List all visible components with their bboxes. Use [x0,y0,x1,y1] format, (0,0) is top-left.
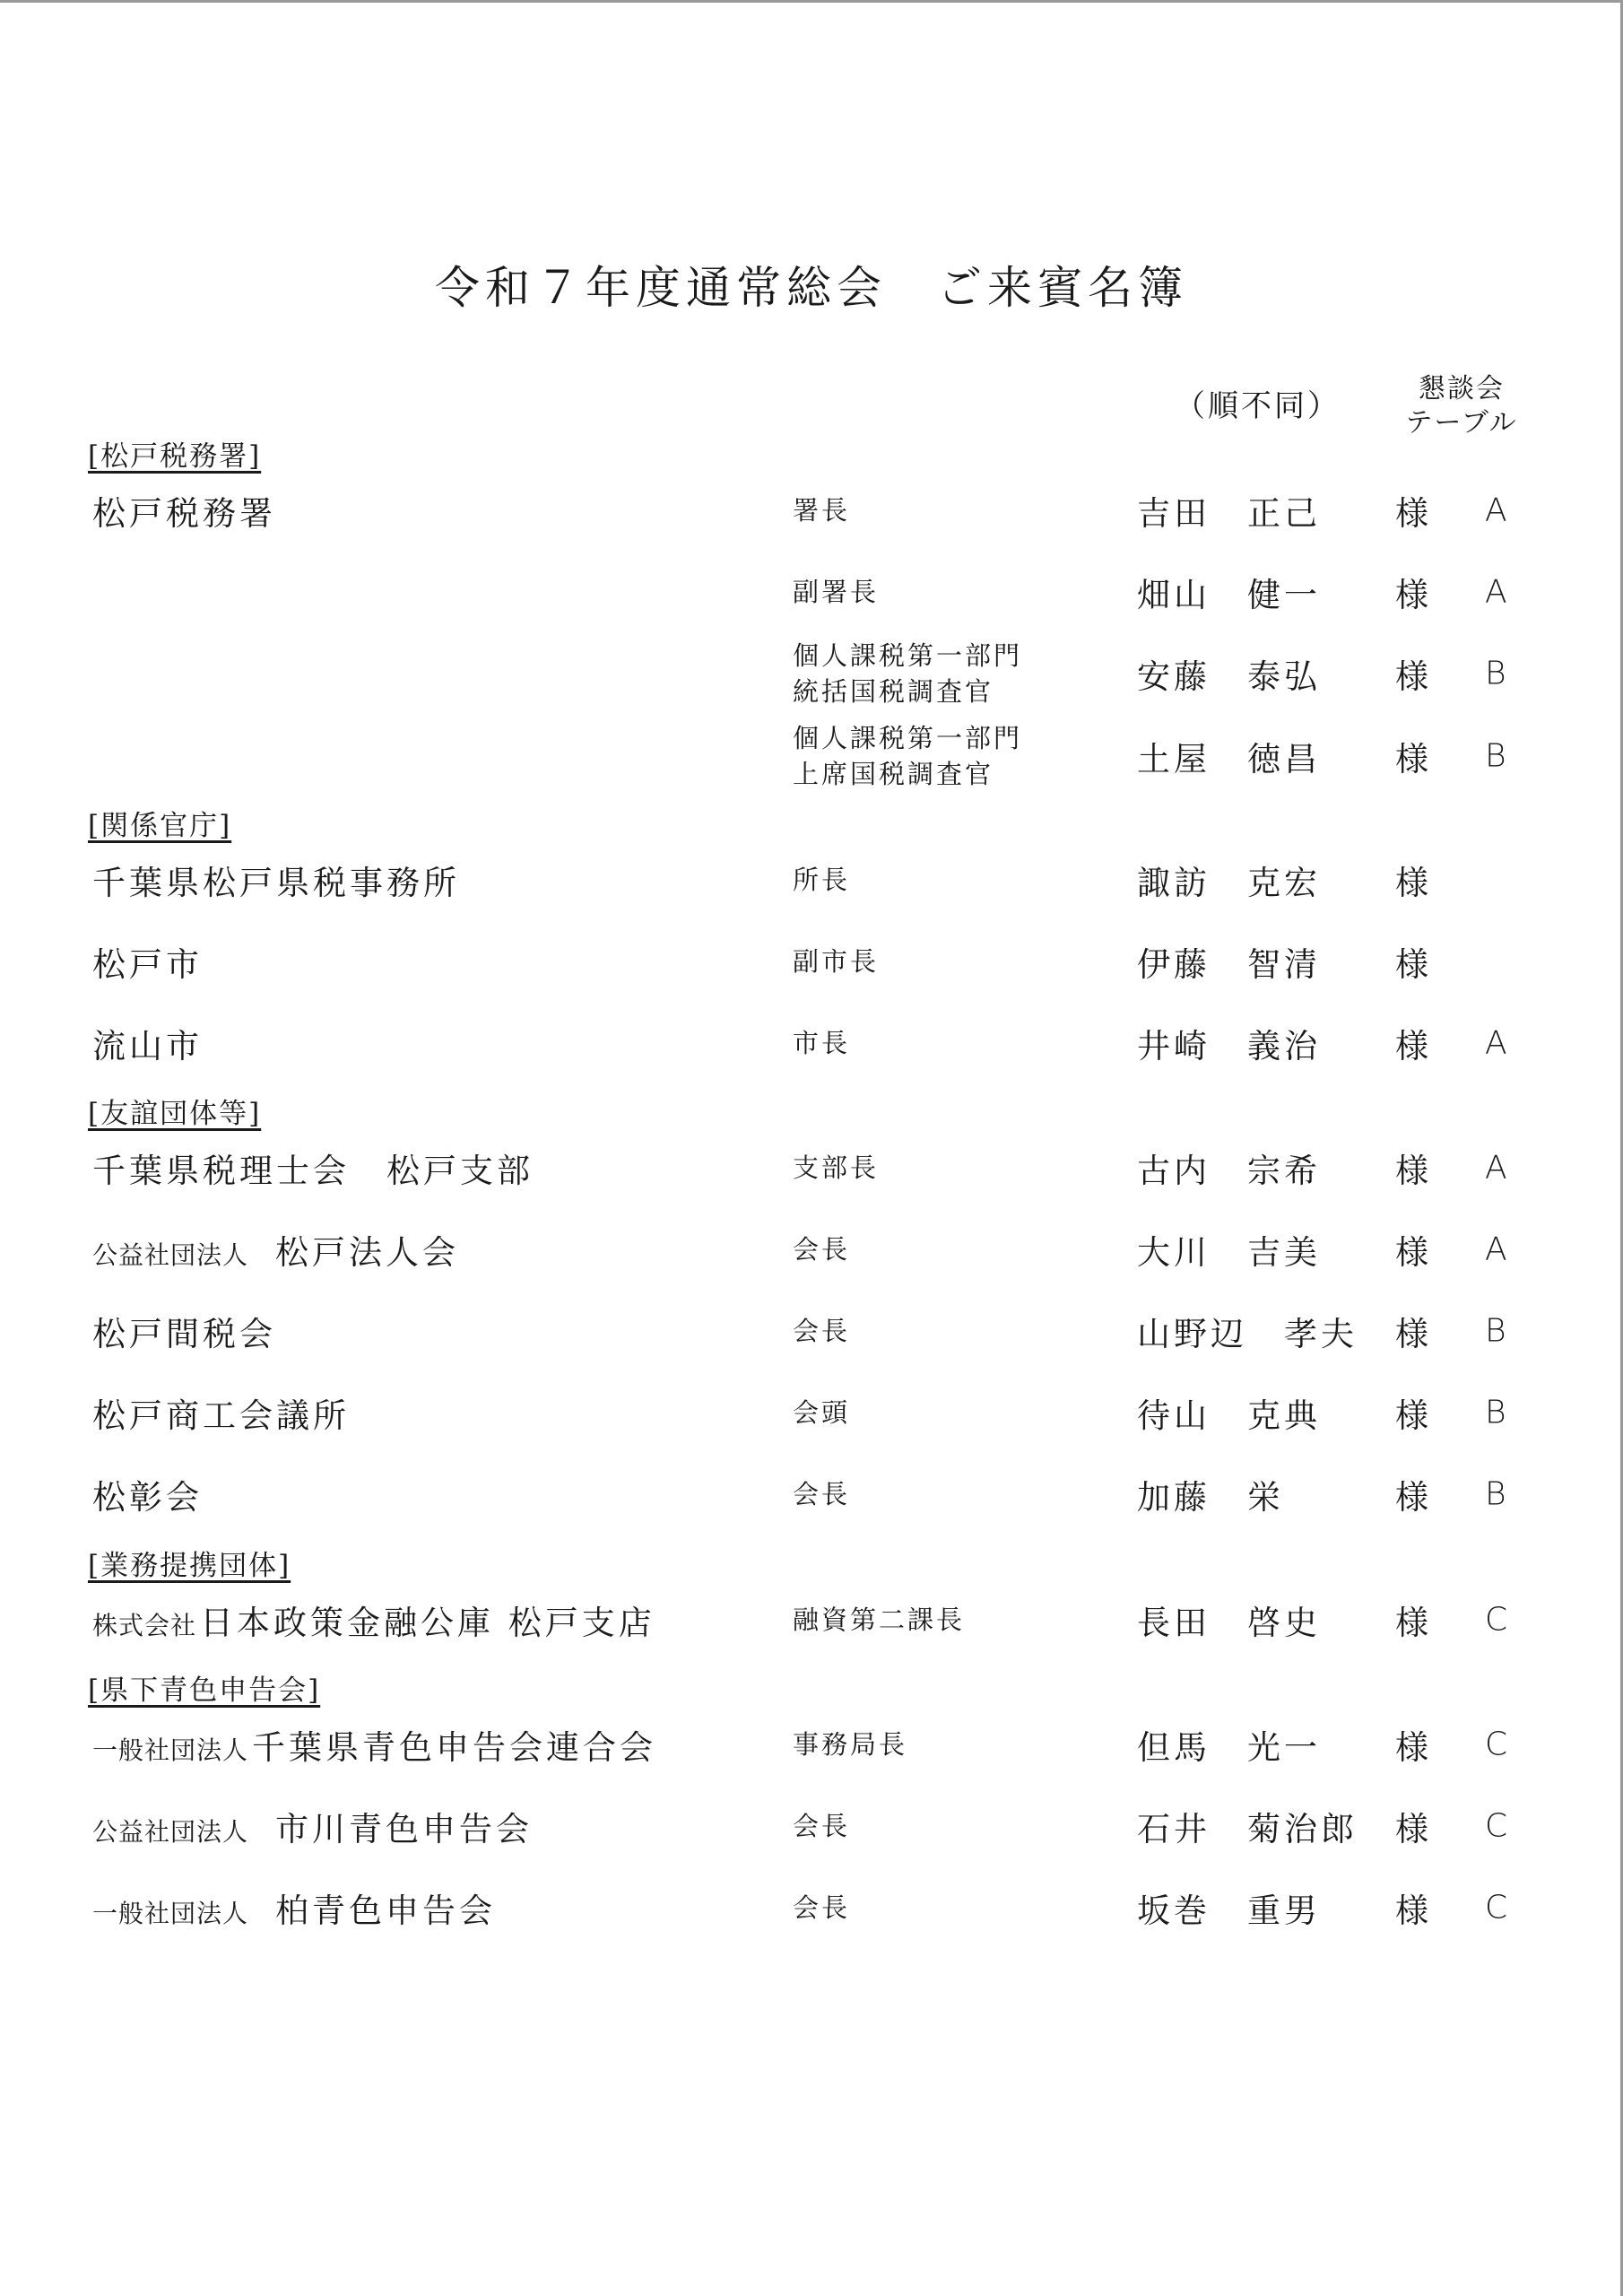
guest-row [0,638,1623,709]
guest-name: 但馬 光一 [1137,1728,1321,1767]
table-assignment: B [1485,655,1506,692]
position [793,1808,850,1844]
guest-row [0,1790,1623,1862]
position-line: 署長 [793,495,851,526]
position-line: 会長 [793,1811,851,1841]
document-title: 令和７年度通常総会 ご来賓名簿 [435,262,1188,314]
guest-row [0,1872,1623,1944]
section-heading: [業務提携団体] [88,1550,291,1582]
guest-row [0,720,1623,792]
position-line: 融資第二課長 [793,1605,966,1635]
organization [92,1225,459,1274]
guest-name: 待山 克典 [1137,1396,1321,1435]
position-line: 支部長 [793,1152,880,1183]
position-line: 市長 [793,1028,851,1058]
organization-name: 市川青色申告会 [275,1810,534,1848]
organization [92,856,460,904]
honorific: 様 [1395,945,1428,984]
section-heading: [関係官庁] [88,810,232,842]
guest-row [0,1295,1623,1367]
position [793,944,879,979]
guest-name: 大川 吉美 [1137,1233,1321,1272]
position [793,1313,850,1349]
position-line: 会頭 [793,1397,851,1428]
position [793,720,1022,792]
position-line: 統括国税調査官 [793,676,994,707]
table-assignment: A [1485,1231,1507,1268]
position-line: 会長 [793,1892,851,1923]
organization [92,1720,656,1769]
honorific: 様 [1395,1396,1428,1435]
guest-row [0,1709,1623,1780]
position [793,638,1022,709]
legal-form-prefix: 一般社団法人 [92,1899,249,1928]
organization-name: 松戸市 [92,945,203,984]
honorific: 様 [1395,1027,1428,1065]
legal-form-prefix: 一般社団法人 [92,1735,249,1765]
organization-name: 柏青色申告会 [275,1892,497,1930]
organization-name: 千葉県税理士会 松戸支部 [92,1152,534,1190]
organization [92,1883,496,1932]
honorific: 様 [1395,1152,1428,1190]
guest-row [0,844,1623,916]
guest-name: 諏訪 克宏 [1137,864,1321,902]
organization-name: 松戸間税会 [92,1315,276,1353]
organization-name: 松戸税務署 [92,494,276,533]
guest-row [0,1458,1623,1530]
guest-name: 加藤 栄 [1137,1478,1284,1517]
position [793,1890,850,1926]
guest-row [0,474,1623,546]
organization-name: 松彰会 [92,1478,203,1517]
guest-row [0,1007,1623,1079]
honorific: 様 [1395,1728,1428,1767]
organization-name: 流山市 [92,1027,203,1065]
guest-name: 石井 菊治郎 [1137,1810,1358,1848]
honorific: 様 [1395,576,1428,614]
position-line: 個人課税第一部門 [793,640,1023,671]
organization-name: 松戸法人会 [275,1233,460,1272]
table-assignment: A [1485,491,1507,529]
organization [92,937,203,986]
guest-row [0,1584,1623,1656]
table-assignment: B [1485,1475,1506,1513]
table-assignment: A [1485,1149,1507,1187]
guest-row [0,1132,1623,1204]
honorific: 様 [1395,1892,1428,1930]
section-heading: [友誼団体等] [88,1098,262,1130]
position [793,1025,850,1061]
honorific: 様 [1395,1233,1428,1272]
position-line: 副署長 [793,577,880,607]
guest-row [0,1377,1623,1448]
table-assignment: B [1485,1312,1506,1350]
position-line: 副市長 [793,946,880,977]
organization [92,1307,276,1355]
honorific: 様 [1395,1315,1428,1353]
organization [92,1144,534,1192]
organization-name: 千葉県青色申告会連合会 [252,1728,657,1767]
honorific: 様 [1395,1604,1428,1642]
section-heading: [県下青色申告会] [88,1674,321,1707]
position-line: 所長 [793,865,851,895]
organization [92,1802,533,1850]
order-note: （順不同） [1175,388,1341,424]
honorific: 様 [1395,864,1428,902]
organization [92,1596,655,1644]
table-assignment: C [1485,1601,1508,1639]
table-assignment: B [1485,1394,1506,1431]
legal-form-prefix: 公益社団法人 [92,1240,249,1270]
table-assignment: C [1485,1889,1508,1926]
organization [92,486,276,535]
table-assignment: B [1485,737,1506,775]
guest-name: 山野辺 孝夫 [1137,1315,1358,1353]
position [793,1150,879,1186]
guest-name: 吉田 正己 [1137,494,1321,533]
honorific: 様 [1395,657,1428,696]
organization [92,1388,350,1437]
guest-name: 坂巻 重男 [1137,1892,1321,1930]
table-header-line-1: 懇談会 [1419,373,1505,404]
table-assignment: C [1485,1807,1508,1845]
position-line: 個人課税第一部門 [793,723,1023,753]
guest-name: 畑山 健一 [1137,576,1321,614]
guest-name: 土屋 徳昌 [1137,740,1321,778]
guest-row [0,556,1623,628]
legal-form-prefix: 公益社団法人 [92,1817,249,1847]
position-line: 会長 [793,1234,851,1265]
table-column-header [1390,372,1533,440]
organization [92,1470,203,1518]
honorific: 様 [1395,1810,1428,1848]
position [793,1602,965,1638]
table-header-line-2: テーブル [1405,407,1518,439]
position-line: 会長 [793,1316,851,1346]
organization-name: 松戸商工会議所 [92,1396,350,1435]
guest-row [0,1213,1623,1285]
table-assignment: A [1485,573,1507,611]
organization [92,1019,203,1067]
guest-name: 伊藤 智清 [1137,945,1321,984]
position [793,492,850,528]
legal-form-prefix: 株式会社 [92,1611,197,1640]
guest-row [0,926,1623,997]
section-heading: [松戸税務署] [88,440,262,473]
guest-name: 安藤 泰弘 [1137,657,1321,696]
position [793,574,879,610]
position [793,1476,850,1512]
table-assignment: C [1485,1726,1508,1763]
position-line: 上席国税調査官 [793,759,994,789]
honorific: 様 [1395,494,1428,533]
position [793,1395,850,1431]
position [793,1231,850,1267]
position-line: 会長 [793,1479,851,1509]
guest-name: 古内 宗希 [1137,1152,1321,1190]
position [793,862,850,898]
organization-name: 千葉県松戸県税事務所 [92,864,460,902]
position [793,1726,907,1762]
position-line: 事務局長 [793,1729,908,1760]
organization-name: 日本政策金融公庫 松戸支店 [200,1604,655,1642]
table-assignment: A [1485,1024,1507,1062]
honorific: 様 [1395,740,1428,778]
guest-name: 長田 啓史 [1137,1604,1321,1642]
guest-name: 井崎 義治 [1137,1027,1321,1065]
honorific: 様 [1395,1478,1428,1517]
